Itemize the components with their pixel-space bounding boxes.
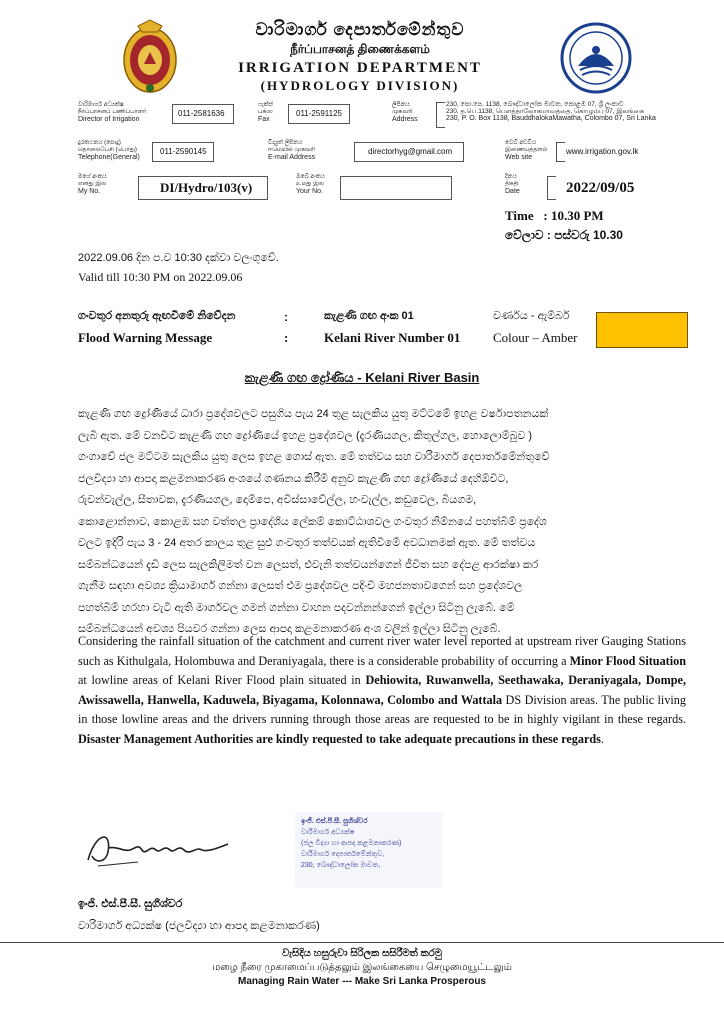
director-label-si: වාරිමාර්ග අධ්‍යක්ෂ <box>78 102 124 108</box>
sinhala-paragraph-line: සම්බන්ධයෙන් අවශ්‍ය පියවර ගන්නා ලෙස ආපදා කළමනාකරණ අංශ වලින් ඉල්ලා සිටිනු ලැබේ. <box>78 623 501 635</box>
address-line-si: 230, පො.පෙ. 1138, බෞද්ධාලෝක මාවත, කොළඹ 07, ශ්‍රී ලංකාව <box>446 101 624 108</box>
my-no-label <box>78 174 138 195</box>
basin-title: කැළණි ගඟ ද්‍රෝණිය - Kelani River Basin <box>244 370 480 385</box>
warning-colour-si: වර්ණය - ඇම්බර් <box>493 310 570 322</box>
official-stamp <box>295 812 442 888</box>
email-label-si: විද්‍යුත් ලිපිනය <box>268 140 303 146</box>
validity-en: Valid till 10:30 PM on 2022.09.06 <box>78 270 243 284</box>
sinhala-paragraph-line: වලට ඉදිරි පැය 3 - 24 අතර කාලය තුළ සුළු ගංවතුර තත්වයක් ඇතිවීමේ අවධානමක් ඇත. මේ තත්වය <box>78 537 536 549</box>
stamp-line-4: වාරිමාර්ග දෙපාර්තමේන්තුව, <box>301 851 385 858</box>
address-line-ta: 230, த.பெ.1138, பௌத்தாலோகமாவத்தை, கொழும்பு 07, இலங்கை <box>446 108 645 115</box>
address-box <box>436 102 445 128</box>
date-label-en: Date <box>505 188 520 195</box>
address-label-ta: முகவரி <box>392 109 413 115</box>
footer-slogan-en: Managing Rain Water --- Make Sri Lanka Prosperous <box>237 976 486 987</box>
website-box <box>556 142 565 162</box>
your-no-box <box>340 176 452 200</box>
tel-label-ta: தொலைபேசி (பொது) <box>78 147 137 153</box>
warning-colon-en: : <box>284 330 289 345</box>
footer-slogan-si: වැසිදිය හසුරුවා සිරිලක සසිරීමත් කරමු <box>282 948 442 959</box>
web-label-si: වෙබ් අඩවිය <box>505 140 537 146</box>
your-no-label-en: Your No. <box>296 188 323 195</box>
para-en-part1: Considering the rainfall situation of the catchment and current river water level reported at upstream river Gauging Stations such as Kithulgala, Holombuwa and Deraniyagala, there is a considerable probability of occurring a <box>78 634 686 668</box>
stamp-line-3: (ජල විද්‍යා හා ආපදා කළමනාකරණ) <box>301 840 402 847</box>
email-value[interactable]: directorhyg@gmail.com <box>368 147 453 156</box>
sinhala-paragraph-line: කොළොන්නාව, කොළඹ සහ වත්තල ප්‍රාදේශීය ලේකම් කොට්ඨාශවල ගංවතුර නිම්නයේ පහත්බිම් ප්‍රදේශ <box>78 515 547 528</box>
fax-label-si: ෆැක්ස් <box>258 102 273 108</box>
web-label-ta: இணையத்தளம் <box>505 147 548 153</box>
stamp-line-5: 230, බෞද්ධාලෝක මාවත, <box>301 862 381 869</box>
stamp-line-1: ඉංජි. එස්.පී.සී. සුගීශ්වර <box>301 818 368 825</box>
signatory-name: ඉංජි. එස්.පී.සී. සුගීශ්වර <box>78 898 183 910</box>
address-value <box>446 101 716 122</box>
sinhala-paragraph-line: ලැබී ඇත. මේ වනවිට කැළණි ගඟ ද්‍රෝණියේ ඉහළ ප්‍රදේශවල (දැරණියගල, කිතුල්ගල, හොලොම්බුව ) <box>78 429 533 442</box>
warning-river-en: Kelani River Number 01 <box>324 330 461 345</box>
warning-colour-en: Colour – Amber <box>493 330 578 345</box>
address-label-en: Address <box>392 116 418 123</box>
date-label <box>505 174 545 195</box>
sinhala-paragraph-line: ජලවිද්‍යා හා ආපදා කළමනාකරණ අංශයේ ගණනය කිරීම් අනුව කැළණි ගඟ ද්‍රෝණියේ දෙහිඕවිට, <box>78 472 509 485</box>
director-label-en: Director of Irrigation <box>78 116 140 123</box>
fax-label-ta: பக்ஸ <box>258 109 273 115</box>
sinhala-paragraph-line: සම්බන්ධයෙන් දැඩි ලෙස සැලකිලිමත් වන ලෙසත්, එවැනි තත්වයන්ගෙන් ජීවිත සහ දේපළ ආරක්ෂා කර <box>78 558 539 571</box>
english-paragraph: Considering the rainfall situation of the catchment and current river water level reported at upstream river Gauging Stations such as Kithulgala, Holombuwa and Deraniyagala, there is a considerable probability of occurring a Minor Flood Situation at lowline areas of Kelani River Flood plain situated in Dehiowita, Ruwanwella, Seethawaka, Deraniyagala, Dompe, Awissawella, Hanwella, Kaduwela, Biyagama, Kolonnawa, Colombo and Wattala DS Division areas. The public living in those lowline areas and the drivers running through those areas are requested to be in highly vigilant in these regards. Disaster Management Authorities are kindly requested to take adequate precautions in these regards. <box>78 634 686 746</box>
your-no-label-ta: உமது இல <box>296 181 324 187</box>
sinhala-paragraph-line: කැළණි ගඟ ද්‍රෝණියේ ධාරා ප්‍රදේශවලට පසුගිය පැය 24 තුළ සැලකිය යුතු මට්ටමේ ඉහළ වර්ෂාපතනයක් <box>78 408 549 420</box>
date-label-si: දිනය <box>505 174 517 180</box>
date-label-ta: திகதி <box>505 181 519 187</box>
stamp-line-2: වාරිමාර්ග අධ්‍යක්ෂ <box>301 829 355 836</box>
my-no-label-si: මගේ අංකය <box>78 174 107 180</box>
email-label-en: E-mail Address <box>268 154 316 161</box>
sinhala-paragraph-line: පහත්බිම් හරහා වැටී ඇති මාර්ගවල ගමන් ගන්නා වාහන පදවන්නන්ගෙන් ඉල්ලා සිටිනු ලැබේ. මේ <box>78 601 515 614</box>
warning-label-en: Flood Warning Message <box>78 330 213 345</box>
para-en-bold3: Disaster Management Authorities are kindly requested to take adequate precautions in these regards <box>78 731 601 746</box>
your-no-label <box>296 174 346 195</box>
para-en-bold1: Minor Flood Situation <box>569 653 686 668</box>
time-si: වේලාව : පස්වරු 10.30 <box>505 228 623 242</box>
email-label-ta: ஈமெயில் முகவரி <box>268 147 316 153</box>
my-no-label-en: My No. <box>78 188 101 195</box>
division-title: (HYDROLOGY DIVISION) <box>260 78 460 93</box>
director-phone: 011-2581636 <box>178 109 225 118</box>
my-no-label-ta: எனது இல <box>78 181 107 187</box>
department-title-english: IRRIGATION DEPARTMENT <box>238 60 482 76</box>
department-title-tamil: நீர்ப்பாசனத் திணைக்களம் <box>290 42 430 56</box>
handwritten-signature <box>78 822 238 872</box>
website-value[interactable]: www.irrigation.gov.lk <box>566 147 639 156</box>
amber-colour-swatch <box>596 312 688 348</box>
validity-si: 2022.09.06 දින ප.ව 10:30 දක්වා වලංගුවේ. <box>78 252 279 264</box>
email-label <box>268 140 348 161</box>
address-line-en: 230, P. O. Box 1138, BauddhalokaMawatha, Colombo 07, Sri Lanka <box>446 115 656 122</box>
warning-river-si: කැළණි ගඟ අංක 01 <box>324 310 414 322</box>
signatory-title: වාරිමාර්ග අධ්‍යක්ෂ (ජලවිද්‍යා හා ආපදා කළමනාකරණ) <box>78 920 320 932</box>
warning-label-si: ගංවතුර අනතුරු ඇඟවීමේ නිවේදන <box>78 310 236 322</box>
para-en-part2: at lowline areas of Kelani River Flood plain situated in <box>78 673 366 687</box>
address-label <box>392 102 432 123</box>
irrigation-department-logo <box>560 22 632 94</box>
sinhala-paragraph-line: රුවන්වැල්ල, සීතාවක, දැරණියගල, දොම්පෙ, අවිස්සාවේල්ල, හංවැල්ල, කඩුවෙල, බියගම, <box>78 494 477 506</box>
para-en-part3: DS Division areas. The public living in those lowline areas and the drivers running through those areas are requested to be in highly vigilant in these regards. <box>78 692 686 726</box>
date-box <box>547 176 556 200</box>
address-label-si: ලිපිනය <box>392 102 410 108</box>
your-no-label-si: ඔබේ අංකය <box>296 174 325 180</box>
date-value: 2022/09/05 <box>566 180 635 196</box>
sinhala-paragraph-line: ගංගාවේ ජල මට්ටම සැලකිය යුතු ලෙස ඉහළ ගොස් ඇත. මේ තත්වය සහ වාරිමාර්ග දෙපාර්තමේන්තුවේ <box>78 451 550 463</box>
tel-label-en: Telephone(General) <box>78 154 140 161</box>
footer-slogan-ta: மழை நீரை முகாமைப்படுத்தலும் இலங்கையை செழுமையூட்டலும் <box>212 962 512 973</box>
sinhala-paragraph <box>78 404 686 641</box>
director-label-ta: நீர்ப்பாசனப் பணிப்பாளர் <box>78 109 147 115</box>
sinhala-paragraph-line: ගැනීම සඳහා අවශ්‍ය ක්‍රියාමාර්ග ගන්නා ලෙසත් එම ප්‍රදේශවල පදිංචි මහජනතාවගෙන් සහ ප්‍රදේශවල <box>78 580 523 592</box>
web-label-en: Web site <box>505 154 533 161</box>
para-en-bold2: Dehiowita, Ruwanwella, Seethawaka, Deraniyagala, Dompe, Awissawella, Hanwella, Kaduwela, Biyagama, Kolonnawa, Colombo and Wattala <box>78 673 686 707</box>
warning-colon-si: : <box>284 310 288 324</box>
fax-value: 011-2591125 <box>296 109 342 118</box>
department-title-sinhala: වාරිමාර්ග දෙපාර්තමේන්තුව <box>255 20 465 39</box>
national-emblem-logo <box>118 18 182 96</box>
tel-label-si: දුරකථනය (පොදු) <box>78 140 121 146</box>
time-en: Time : 10.30 PM <box>505 208 604 223</box>
footer-divider <box>0 942 724 943</box>
fax-label-en: Fax <box>258 116 270 123</box>
my-no-value: DI/Hydro/103(v) <box>160 180 253 195</box>
telephone-value: 011-2590145 <box>160 147 207 156</box>
